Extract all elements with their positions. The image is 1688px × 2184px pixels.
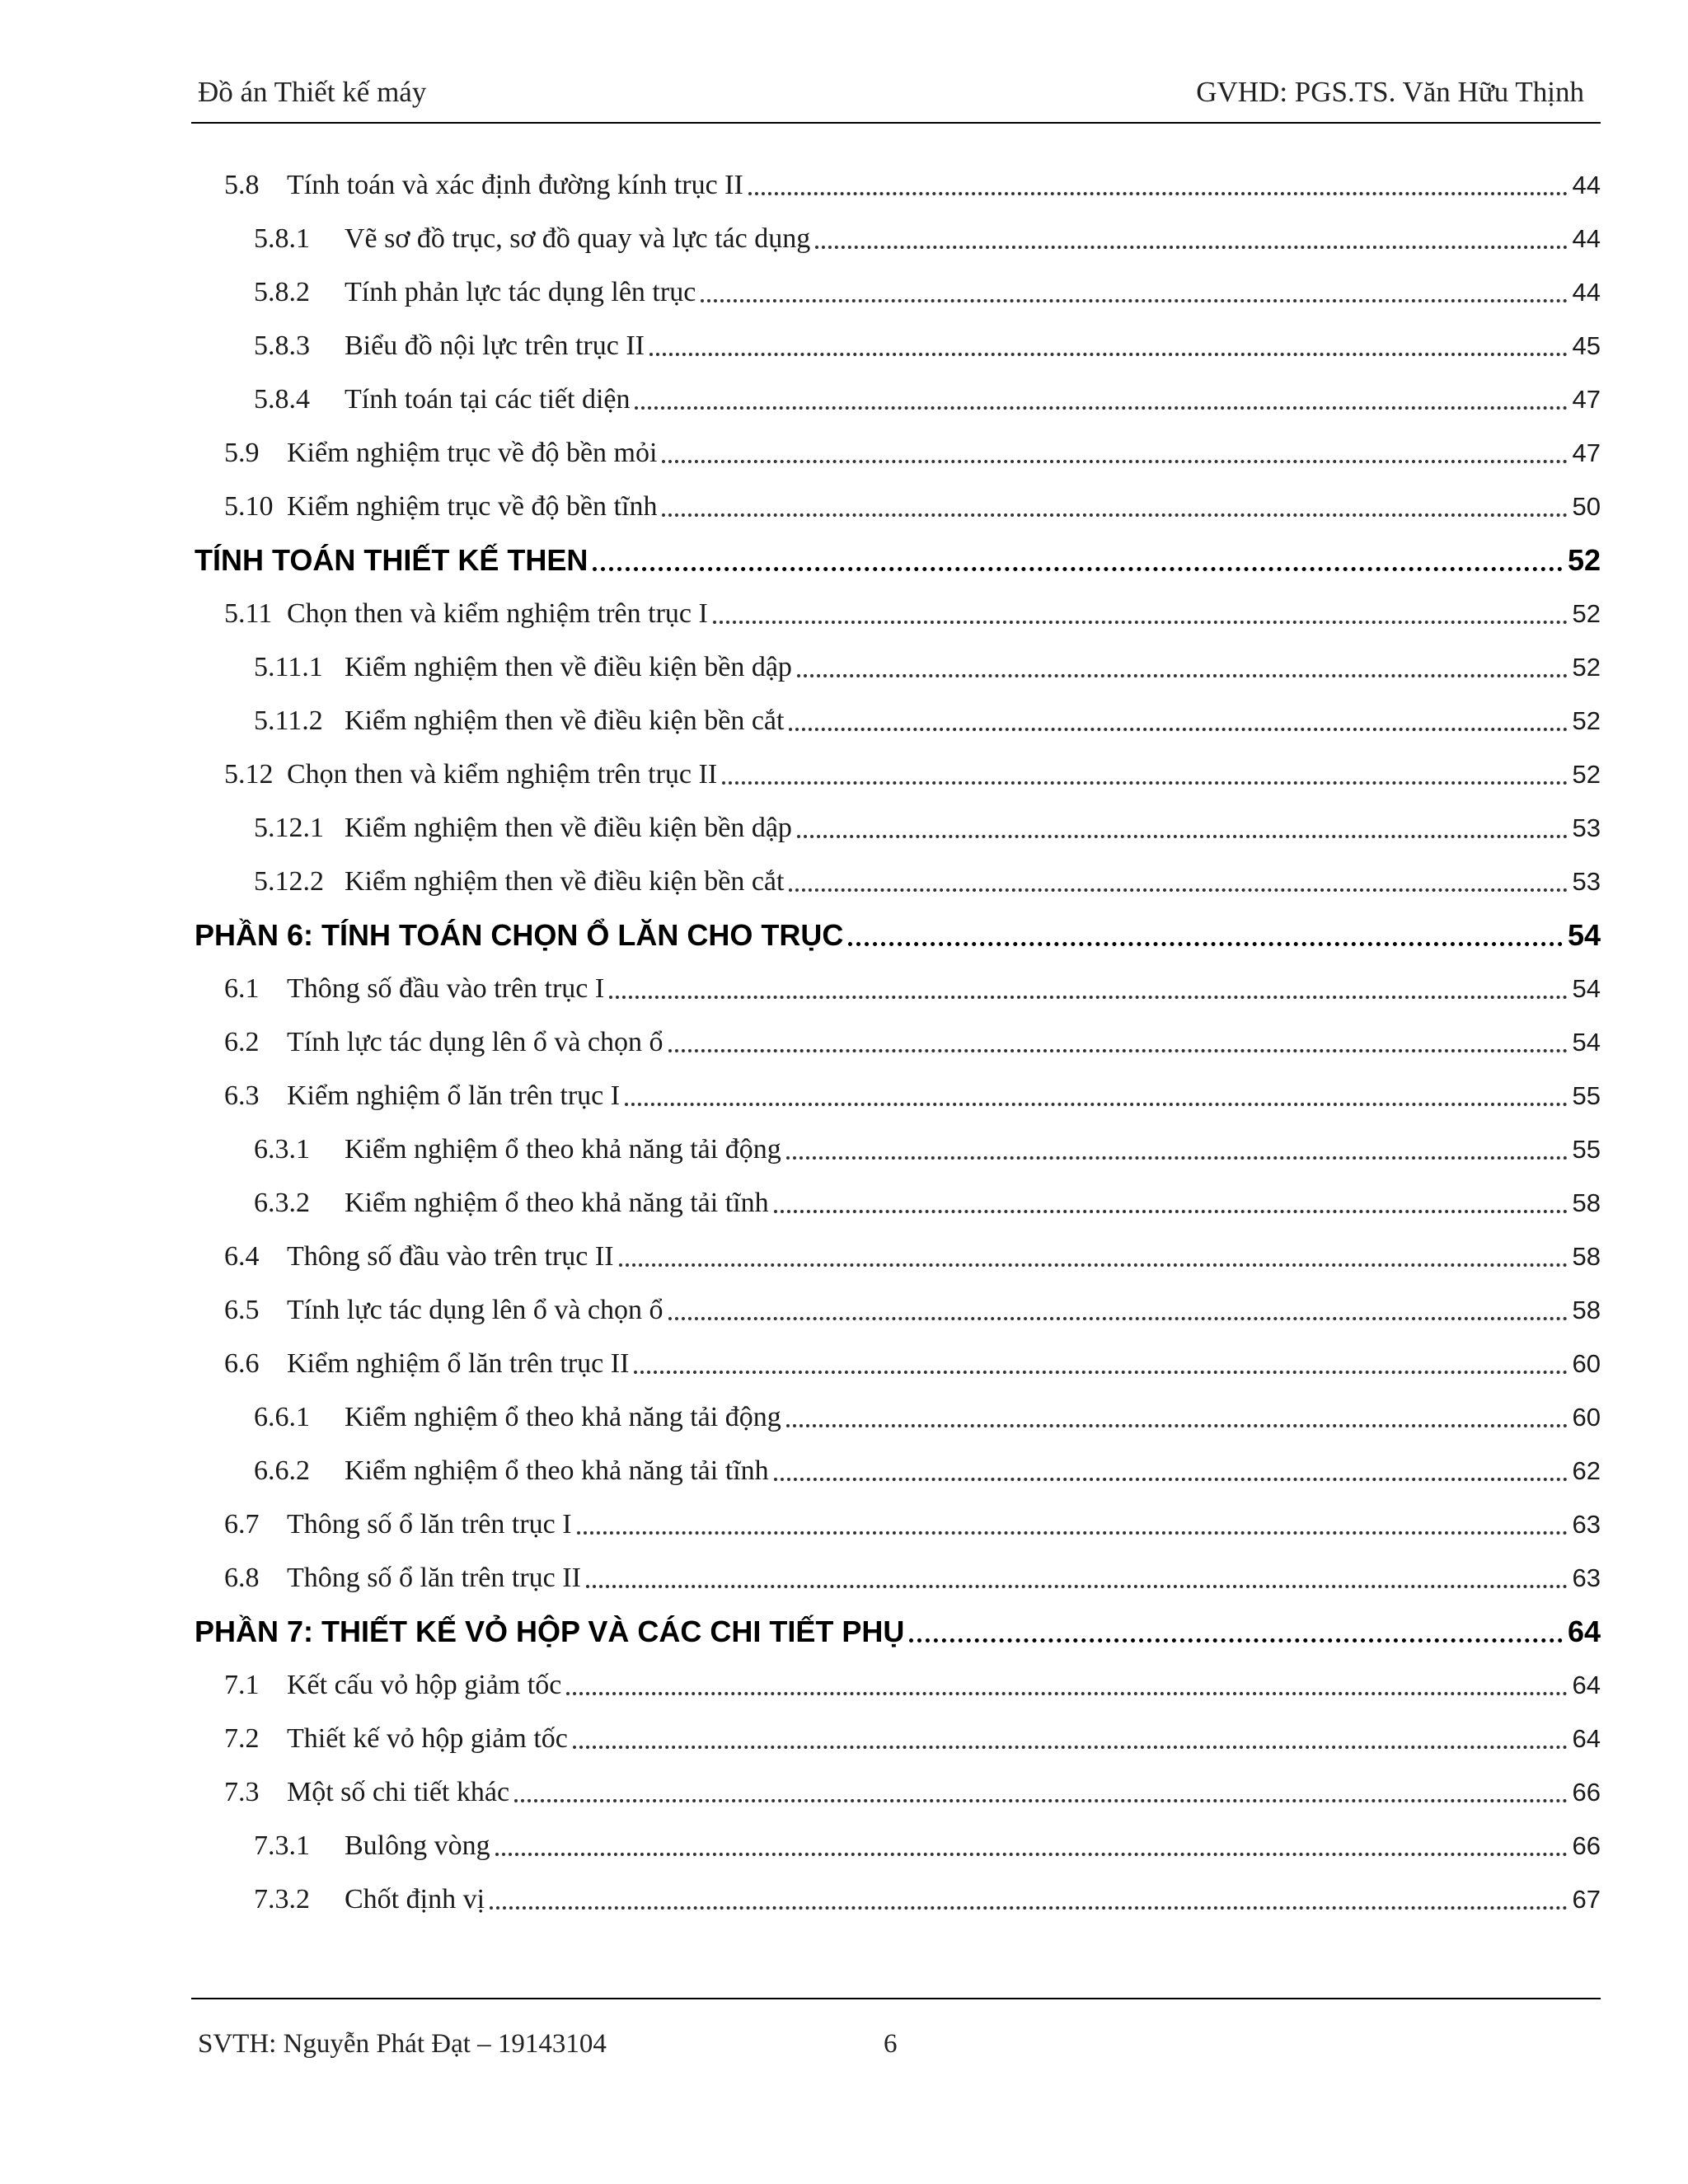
toc-entry-page: 62 [1572,1455,1601,1485]
toc-entry-number: 7.3 [224,1776,260,1807]
toc-entry[interactable] [195,1283,1601,1337]
toc-entry[interactable] [195,1069,1601,1122]
toc-entry-title: PHẦN 7: THIẾT KẾ VỎ HỘP VÀ CÁC CHI TIẾT PHỤ [195,1614,905,1648]
toc-entry-title: Kiểm nghiệm trục về độ bền tĩnh [287,490,658,522]
toc-dot-leader [566,1692,1567,1695]
toc-entry-title: Kiểm nghiệm ổ lăn trên trục II [287,1347,630,1379]
toc-entry-title: Kiểm nghiệm then về điều kiện bền cắt [345,705,785,736]
toc-entry-number: 7.2 [224,1722,260,1754]
toc-dot-leader [815,246,1567,249]
toc-entry-number: 6.3 [224,1080,260,1111]
toc-entry-number: 6.4 [224,1240,260,1272]
toc-entry-page: 50 [1572,491,1601,521]
toc-dot-leader [848,942,1563,946]
toc-entry[interactable] [195,158,1601,212]
toc-dot-leader [619,1263,1568,1267]
toc-dot-leader [586,1585,1568,1588]
toc-entry-title: Tính lực tác dụng lên ổ và chọn ổ [287,1294,663,1325]
toc-dot-leader [789,888,1567,892]
toc-entry-title: Chọn then và kiểm nghiệm trên trục II [287,758,718,790]
toc-entry-page: 52 [1572,759,1601,789]
toc-entry-page: 47 [1572,438,1601,467]
toc-entry-number: 6.1 [224,972,260,1004]
toc-entry-number: 5.12 [224,758,274,790]
toc-entry-page: 66 [1572,1830,1601,1860]
page-header [191,71,1601,124]
toc-entry[interactable] [195,373,1601,426]
toc-dot-leader [786,1424,1568,1427]
toc-entry-page: 58 [1572,1188,1601,1217]
toc-entry-page: 58 [1572,1295,1601,1324]
toc-dot-leader [649,353,1568,356]
toc-dot-leader [797,835,1568,838]
toc-entry-number: 6.6 [224,1347,260,1379]
toc-entry[interactable] [195,1337,1601,1390]
toc-entry-number: 5.8.2 [254,276,310,307]
toc-entry[interactable] [195,1390,1601,1444]
toc-entry[interactable] [195,319,1601,373]
toc-dot-leader [774,1210,1568,1213]
toc-entry[interactable] [195,1176,1601,1230]
toc-entry-page: 52 [1572,652,1601,682]
toc-dot-leader [774,1478,1568,1481]
toc-entry-page: 52 [1572,598,1601,628]
toc-entry-title: Kiểm nghiệm then về điều kiện bền dập [345,651,792,682]
toc-entry[interactable] [195,1819,1601,1872]
toc-dot-leader [909,1638,1563,1643]
toc-entry-title: Biểu đồ nội lực trên trục II [345,330,645,361]
toc-dot-leader [668,1049,1568,1052]
toc-entry-number: 7.3.1 [254,1830,310,1861]
toc-entry-page: 58 [1572,1241,1601,1271]
toc-dot-leader [490,1906,1567,1910]
toc-entry-title: Kết cấu vỏ hộp giảm tốc [287,1669,562,1700]
toc-dot-leader [495,1853,1568,1856]
toc-dot-leader [789,728,1567,731]
toc-dot-leader [662,513,1567,517]
toc-entry-number: 5.12.1 [254,812,324,843]
toc-entry-title: Kiểm nghiệm then về điều kiện bền cắt [345,865,785,897]
toc-entry-title: Kiểm nghiệm ổ theo khả năng tải động [345,1401,781,1432]
toc-entry-title: Thông số ổ lăn trên trục I [287,1508,572,1540]
toc-dot-leader [797,674,1568,677]
toc-entry-page: 55 [1572,1134,1601,1164]
toc-entry-page: 55 [1572,1080,1601,1110]
toc-entry-number: 7.1 [224,1669,260,1700]
toc-entry-number: 6.8 [224,1562,260,1593]
toc-chapter-entry[interactable] [195,908,1601,962]
toc-entry-page: 63 [1572,1509,1601,1539]
toc-chapter-entry[interactable] [195,1605,1601,1658]
toc-entry-page: 64 [1567,1614,1601,1648]
toc-entry-page: 53 [1572,866,1601,896]
toc-entry[interactable] [195,587,1601,640]
toc-entry-page: 44 [1572,277,1601,307]
header-document-title: Đồ án Thiết kế máy [198,76,427,108]
toc-entry-number: 5.12.2 [254,865,324,897]
toc-entry-title: Kiểm nghiệm then về điều kiện bền dập [345,812,792,843]
toc-entry-title: Chọn then và kiểm nghiệm trên trục I [287,598,708,629]
toc-dot-leader [635,406,1567,410]
toc-entry-title: Tính phản lực tác dụng lên trục [345,276,696,307]
toc-entry[interactable] [195,855,1601,908]
toc-dot-leader [634,1371,1567,1374]
toc-entry-number: 6.5 [224,1294,260,1325]
toc-dot-leader [748,192,1568,195]
toc-entry[interactable] [195,640,1601,694]
toc-entry[interactable] [195,1015,1601,1069]
toc-entry[interactable] [195,801,1601,855]
toc-entry-number: 5.8.1 [254,223,310,254]
toc-dot-leader [668,1317,1568,1320]
toc-entry-number: 5.9 [224,437,260,468]
toc-dot-leader [625,1103,1567,1106]
toc-entry[interactable] [195,962,1601,1015]
toc-entry[interactable] [195,1872,1601,1926]
footer-student: SVTH: Nguyễn Phát Đạt – 19143104 [198,2029,607,2059]
toc-entry-title: Tính toán và xác định đường kính trục II [287,169,743,200]
toc-entry[interactable] [195,212,1601,265]
toc-entry-number: 6.6.1 [254,1401,310,1432]
toc-entry-page: 44 [1572,223,1601,253]
toc-entry-number: 6.6.2 [254,1455,310,1486]
toc-entry-page: 47 [1572,384,1601,414]
toc-entry-title: Kiểm nghiệm trục về độ bền mỏi [287,437,658,468]
toc-entry-title: Kiểm nghiệm ổ theo khả năng tải tĩnh [345,1455,769,1486]
toc-entry-number: 5.8 [224,169,260,200]
toc-chapter-entry[interactable] [195,533,1601,587]
toc-entry-page: 64 [1572,1670,1601,1699]
toc-entry-title: Vẽ sơ đồ trục, sơ đồ quay và lực tác dụng [345,223,811,254]
toc-entry[interactable] [195,694,1601,748]
toc-entry-number: 5.8.4 [254,383,310,415]
toc-entry[interactable] [195,1122,1601,1176]
toc-entry[interactable] [195,1712,1601,1765]
toc-entry-page: 54 [1567,917,1601,952]
toc-entry-page: 52 [1572,705,1601,735]
toc-entry[interactable] [195,480,1601,533]
toc-entry-page: 53 [1572,813,1601,842]
footer-page-number: 6 [884,2029,898,2059]
toc-entry[interactable] [195,265,1601,319]
toc-entry-page: 54 [1572,973,1601,1003]
toc-entry-number: 5.11.2 [254,705,323,736]
toc-entry-page: 45 [1572,330,1601,360]
header-advisor: GVHD: PGS.TS. Văn Hữu Thịnh [1196,76,1584,108]
toc-entry-page: 60 [1572,1348,1601,1378]
toc-entry[interactable] [195,1444,1601,1497]
toc-entry[interactable] [195,1230,1601,1283]
toc-entry[interactable] [195,426,1601,480]
toc-entry-number: 6.3.2 [254,1187,310,1218]
toc-entry-number: 5.11.1 [254,651,323,682]
toc-dot-leader [577,1531,1568,1535]
toc-entry-title: TÍNH TOÁN THIẾT KẾ THEN [195,542,588,577]
toc-entry[interactable] [195,1765,1601,1819]
toc-entry-title: Một số chi tiết khác [287,1776,510,1807]
toc-entry-page: 44 [1572,170,1601,199]
toc-entry-title: Tính lực tác dụng lên ổ và chọn ổ [287,1026,663,1057]
toc-entry-title: Thiết kế vỏ hộp giảm tốc [287,1722,568,1754]
toc-entry-title: Tính toán tại các tiết diện [345,383,631,415]
toc-dot-leader [713,621,1568,624]
toc-entry-page: 60 [1572,1402,1601,1432]
toc-entry-number: 5.11 [224,598,273,629]
toc-dot-leader [593,567,1563,571]
toc-dot-leader [786,1156,1568,1160]
toc-entry[interactable] [195,1551,1601,1605]
toc-dot-leader [573,1746,1568,1749]
toc-entry[interactable] [195,1497,1601,1551]
toc-entry-number: 6.2 [224,1026,260,1057]
toc-entry-number: 6.7 [224,1508,260,1540]
toc-entry-number: 7.3.2 [254,1883,310,1915]
toc-entry-title: Bulông vòng [345,1830,490,1861]
toc-entry-page: 67 [1572,1884,1601,1914]
toc-entry-title: Thông số đầu vào trên trục I [287,972,605,1004]
toc-entry-number: 5.8.3 [254,330,310,361]
toc-entry-number: 6.3.1 [254,1133,310,1165]
toc-entry-page: 66 [1572,1777,1601,1807]
table-of-contents [195,158,1601,1926]
toc-entry-page: 64 [1572,1723,1601,1753]
toc-entry[interactable] [195,748,1601,801]
toc-entry-title: Kiểm nghiệm ổ theo khả năng tải động [345,1133,781,1165]
page-footer [191,1998,1601,2065]
toc-entry-page: 52 [1567,542,1601,577]
toc-dot-leader [722,781,1567,785]
toc-entry-title: Thông số đầu vào trên trục II [287,1240,614,1272]
toc-entry-page: 63 [1572,1563,1601,1592]
toc-dot-leader [701,299,1567,302]
toc-entry-title: Chốt định vị [345,1883,485,1915]
toc-entry-number: 5.10 [224,490,274,522]
toc-entry-title: Kiểm nghiệm ổ theo khả năng tải tĩnh [345,1187,769,1218]
toc-entry-title: Thông số ổ lăn trên trục II [287,1562,581,1593]
toc-entry-title: PHẦN 6: TÍNH TOÁN CHỌN Ổ LĂN CHO TRỤC [195,917,844,952]
toc-dot-leader [514,1799,1567,1802]
toc-dot-leader [662,460,1567,463]
toc-entry[interactable] [195,1658,1601,1712]
toc-entry-page: 54 [1572,1027,1601,1057]
toc-entry-title: Kiểm nghiệm ổ lăn trên trục I [287,1080,621,1111]
toc-dot-leader [609,996,1567,999]
